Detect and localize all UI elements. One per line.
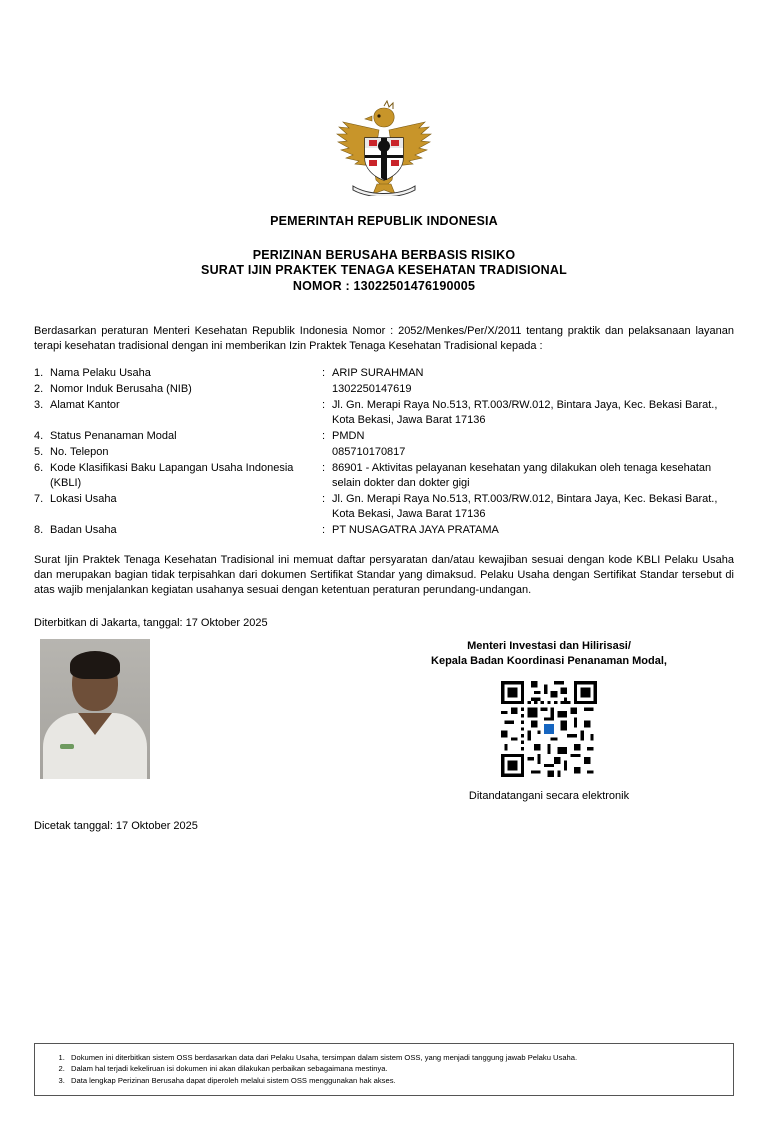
row-label: Nomor Induk Berusaha (NIB) (50, 383, 192, 395)
table-row (34, 366, 734, 382)
row-label: Badan Usaha (50, 524, 117, 536)
row-separator: : (322, 462, 326, 474)
intro-paragraph: Berdasarkan peraturan Menteri Kesehatan Republik Indonesia Nomor : 2052/Menkes/Per/X/2011 tentang praktik dan pelaksanaan layanan terapi kesehatan tradisional dengan ini memberikan Izin Praktek Tenaga Kesehatan Tradisional kepada : (34, 325, 734, 352)
row-number: 6. (34, 462, 44, 474)
row-number: 3. (34, 399, 44, 411)
document-type-line2: SURAT IJIN PRAKTEK TENAGA KESEHATAN TRADISIONAL (201, 263, 567, 277)
table-row (34, 382, 734, 398)
row-value: 86901 - Aktivitas pelayanan kesehatan yang dilakukan oleh tenaga kesehatan selain dokter dan dokter gigi (332, 462, 712, 489)
row-number: 2. (34, 383, 44, 395)
footer-note-item: 2. Dalam hal terjadi kekeliruan isi dokumen ini akan dilakukan perbaikan sebagaimana mestinya. (67, 1063, 723, 1075)
row-value: Jl. Gn. Merapi Raya No.513, RT.003/RW.012, Bintara Jaya, Kec. Bekasi Barat., Kota Bekasi, Jawa Barat 17136 (332, 399, 718, 426)
table-row (34, 445, 734, 461)
row-separator: : (322, 399, 326, 411)
row-label: No. Telepon (50, 446, 109, 458)
closing-paragraph: Surat Ijin Praktek Tenaga Kesehatan Tradisional ini memuat daftar persyaratan dan/atau kewajiban sesuai dengan kode KBLI Pelaku Usaha dan merupakan bagian tidak terpisahkan dari dokumen Sertifikat Standar yang dimaksud. Pelaku Usaha dengan Sertifikat Standar tersebut di atas wajib menjalankan kegiatan usahanya sesuai dengan ketentuan peraturan perundang-undangan. (34, 554, 734, 596)
photo-hair (70, 651, 120, 679)
row-separator: : (322, 524, 326, 536)
table-row (34, 429, 734, 445)
row-number: 4. (34, 430, 44, 442)
row-number: 1. (34, 367, 44, 379)
details-table-body (34, 366, 734, 539)
row-value: 085710170817 (332, 446, 406, 458)
document-type-line1: PERIZINAN BERUSAHA BERBASIS RISIKO (252, 248, 516, 262)
row-number: 5. (34, 446, 44, 458)
row-value: PT NUSAGATRA JAYA PRATAMA (332, 524, 499, 536)
document-number: NOMOR : 13022501476190005 (292, 279, 476, 293)
row-value: 1302250147619 (332, 383, 412, 395)
row-label: Status Penanaman Modal (50, 430, 177, 442)
row-separator: : (322, 430, 326, 442)
table-row (34, 398, 734, 429)
row-label: Lokasi Usaha (50, 493, 117, 505)
footer-note-item: 1. Dokumen ini diterbitkan sistem OSS berdasarkan data dari Pelaku Usaha, tersimpan dalam sistem OSS, yang menjadi tanggung jawab Pelaku Usaha. (67, 1052, 723, 1064)
row-number: 7. (34, 493, 44, 505)
photo-column (0, 639, 330, 779)
signer-title-line1: Menteri Investasi dan Hilirisasi/ (467, 640, 631, 652)
row-number: 8. (34, 524, 44, 536)
row-value: ARIP SURAHMAN (332, 367, 424, 379)
row-value: PMDN (332, 430, 365, 442)
row-label: Nama Pelaku Usaha (50, 367, 151, 379)
row-separator: : (322, 493, 326, 505)
row-label: Kode Klasifikasi Baku Lapangan Usaha Indonesia (KBLI) (50, 462, 294, 489)
row-separator (322, 445, 332, 461)
table-row (34, 461, 734, 492)
avatar (40, 639, 150, 779)
printed-date: Dicetak tanggal: 17 Oktober 2025 (34, 820, 198, 832)
issued-date: Diterbitkan di Jakarta, tanggal: 17 Oktober 2025 (34, 617, 268, 629)
page-title-country: PEMERINTAH REPUBLIK INDONESIA (270, 214, 498, 228)
row-separator (322, 382, 332, 398)
signer-title-line2: Kepala Badan Koordinasi Penanaman Modal, (431, 655, 667, 667)
signature-column (330, 639, 768, 804)
garuda-pancasila-emblem (329, 0, 439, 196)
signature-zone (0, 639, 768, 804)
signature-note: Ditandatangani secara elektronik (468, 790, 630, 802)
row-label: Alamat Kantor (50, 399, 120, 411)
footer-notes (34, 1043, 734, 1097)
footer-note-item: 3. Data lengkap Perizinan Berusaha dapat diperoleh melalui sistem OSS menggunakan hak akses. (67, 1075, 723, 1087)
photo-shirt-logo (60, 744, 74, 749)
details-table (34, 366, 734, 539)
qr-code (501, 681, 597, 777)
row-separator: : (322, 367, 326, 379)
row-value: Jl. Gn. Merapi Raya No.513, RT.003/RW.012, Bintara Jaya, Kec. Bekasi Barat., Kota Bekasi, Jawa Barat 17136 (332, 493, 718, 520)
table-row (34, 523, 734, 539)
table-row (34, 492, 734, 523)
